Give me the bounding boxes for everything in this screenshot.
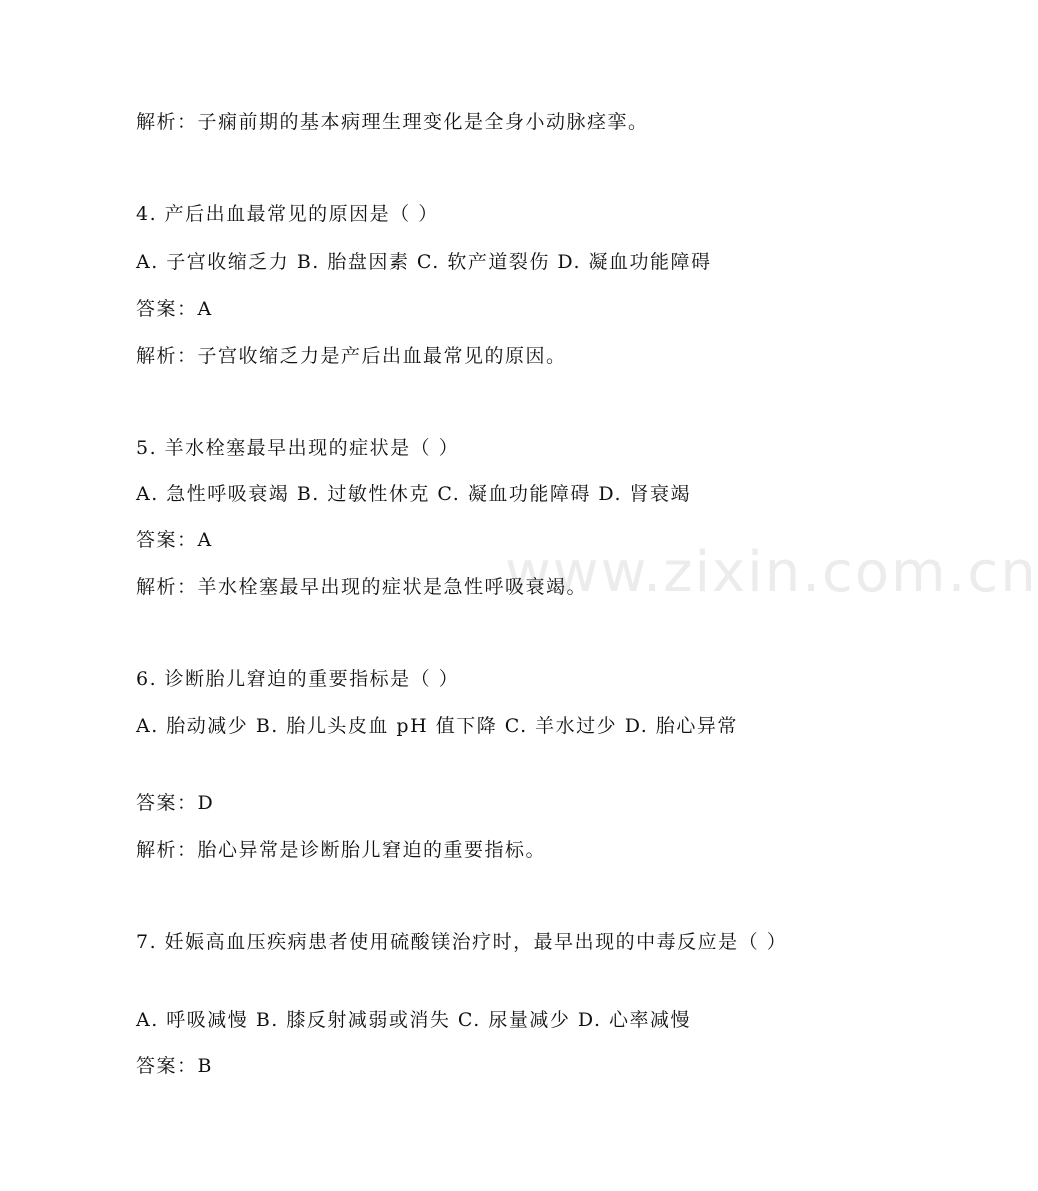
q5-analysis: 解析：羊水栓塞最早出现的症状是急性呼吸衰竭。 [136,576,588,598]
q5-options: A. 急性呼吸衰竭 B. 过敏性休克 C. 凝血功能障碍 D. 肾衰竭 [136,483,692,505]
q4-answer: 答案：A [136,298,213,320]
q6-answer: 答案：D [136,792,215,814]
q5-answer: 答案：A [136,529,213,551]
q4-options: A. 子宫收缩乏力 B. 胎盘因素 C. 软产道裂伤 D. 凝血功能障碍 [136,251,712,273]
q7-options: A. 呼吸减慢 B. 膝反射减弱或消失 C. 尿量减少 D. 心率减慢 [136,1009,692,1031]
q4-question: 4. 产后出血最常见的原因是（ ） [136,203,439,225]
watermark: www.zixin.com.cn [505,540,1038,605]
q7-answer: 答案：B [136,1055,213,1077]
q4-analysis: 解析：子宫收缩乏力是产后出血最常见的原因。 [136,345,567,367]
q7-question: 7. 妊娠高血压疾病患者使用硫酸镁治疗时，最早出现的中毒反应是（ ） [136,931,788,953]
q6-question: 6. 诊断胎儿窘迫的重要指标是（ ） [136,668,460,690]
q3-analysis: 解析：子痫前期的基本病理生理变化是全身小动脉痉挛。 [136,111,649,133]
q6-analysis: 解析：胎心异常是诊断胎儿窘迫的重要指标。 [136,839,547,861]
q5-question: 5. 羊水栓塞最早出现的症状是（ ） [136,437,460,459]
q6-options: A. 胎动减少 B. 胎儿头皮血 pH 值下降 C. 羊水过少 D. 胎心异常 [136,715,738,737]
